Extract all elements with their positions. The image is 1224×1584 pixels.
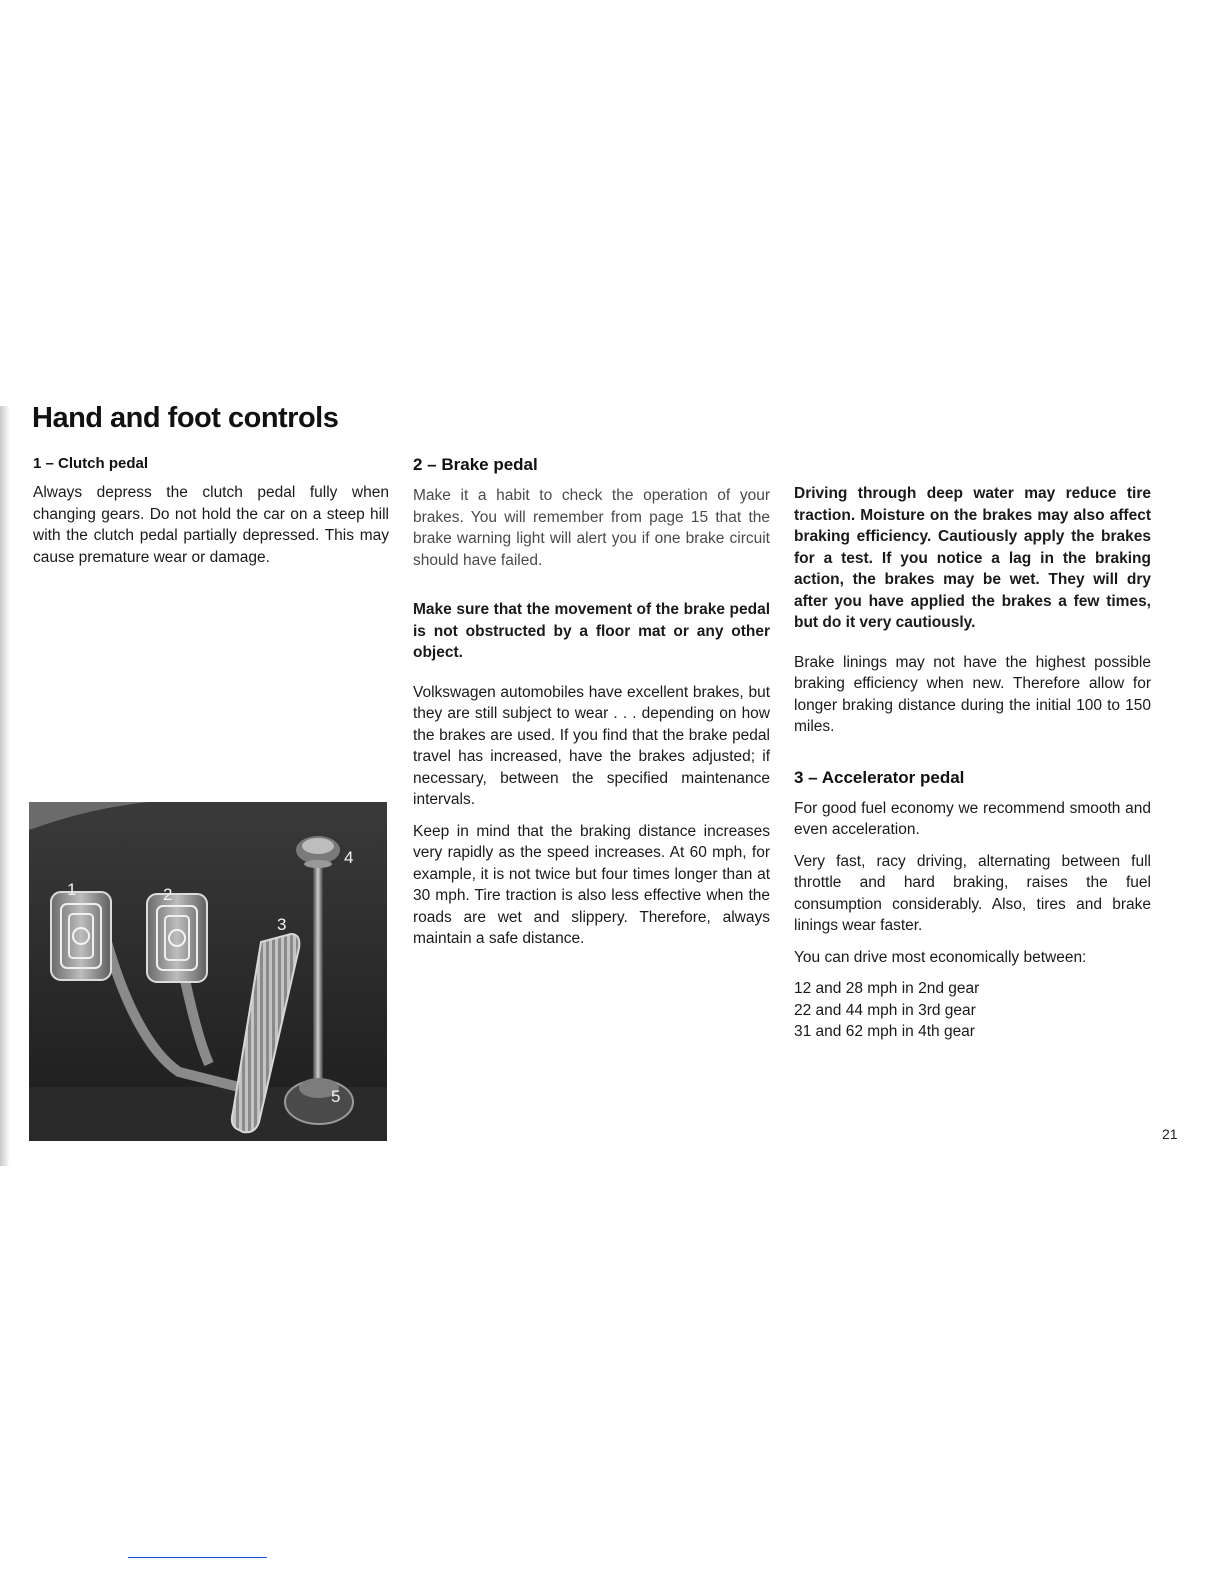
economical-range-intro: You can drive most economically between:	[794, 948, 1087, 966]
footer-rule	[128, 1557, 267, 1558]
callout-3: 3	[277, 915, 287, 934]
callout-2: 2	[163, 885, 173, 904]
callout-1: 1	[67, 880, 77, 899]
brake-heading: 2 – Brake pedal	[413, 455, 538, 474]
brake-check-paragraph: Make it a habit to check the operation of your brakes. You will remember from page 15 that the brake warning light will alert you if one brake circuit should have failed.	[413, 487, 770, 569]
accelerator-heading: 3 – Accelerator pedal	[794, 767, 965, 787]
clutch-pedal-figure	[51, 892, 111, 980]
page-title: Hand and foot controls	[32, 402, 339, 434]
list-item: 12 and 28 mph in 2nd gear	[794, 980, 980, 997]
page-edge-shadow	[0, 406, 10, 1166]
wet-brakes-warning: Driving through deep water may reduce tire traction. Moisture on the brakes may also affect braking efficiency. Cautiously apply the brakes for a test. If you notice a lag in the braking action, the brakes may be wet. They will dry after you have applied the brakes a few times, but do it very cautiously.	[794, 485, 1151, 631]
column-accelerator	[794, 483, 1151, 1043]
gear-speed-list	[794, 978, 1151, 1043]
brake-wear-paragraph: Volkswagen automobiles have excellent brakes, but they are still subject to wear . . . depending on how the brakes are used. If you find that the brake pedal travel has increased, have the brakes adjusted; if necessary, between the specified maintenance intervals.	[413, 683, 770, 808]
fuel-economy-paragraph: For good fuel economy we recommend smooth and even acceleration.	[794, 799, 1151, 838]
callout-4: 4	[344, 848, 354, 867]
page-number: 21	[1162, 1126, 1178, 1142]
floor-mat-warning: Make sure that the movement of the brake pedal is not obstructed by a floor mat or any other object.	[413, 601, 770, 661]
brake-pedal-figure	[147, 894, 207, 982]
clutch-paragraph: Always depress the clutch pedal fully when changing gears. Do not hold the car on a steep hill with the clutch pedal partially depressed. This may cause premature wear or damage.	[33, 484, 389, 566]
list-item: 22 and 44 mph in 3rd gear	[794, 1001, 976, 1019]
braking-distance-paragraph: Keep in mind that the braking distance increases very rapidly as the speed increases. At 60 mph, for example, it is not twice but four times longer than at 30 mph. Tire traction is also less effective when the roads are wet and slippery. Therefore, always maintain a safe distance.	[413, 822, 770, 947]
column-brake	[413, 455, 770, 960]
racy-driving-paragraph: Very fast, racy driving, alternating between full throttle and hard braking, raises the fuel consumption considerably. Also, tires and brake linings wear faster.	[794, 852, 1151, 934]
pedals-photo	[29, 802, 387, 1141]
list-item: 31 and 62 mph in 4th gear	[794, 1023, 975, 1040]
clutch-heading: 1 – Clutch pedal	[33, 455, 149, 472]
brake-linings-paragraph: Brake linings may not have the highest possible braking efficiency when new. Therefore allow for longer braking distance during the initial 100 to 150 miles.	[794, 653, 1151, 735]
callout-5: 5	[331, 1087, 341, 1106]
column-clutch	[33, 455, 389, 578]
